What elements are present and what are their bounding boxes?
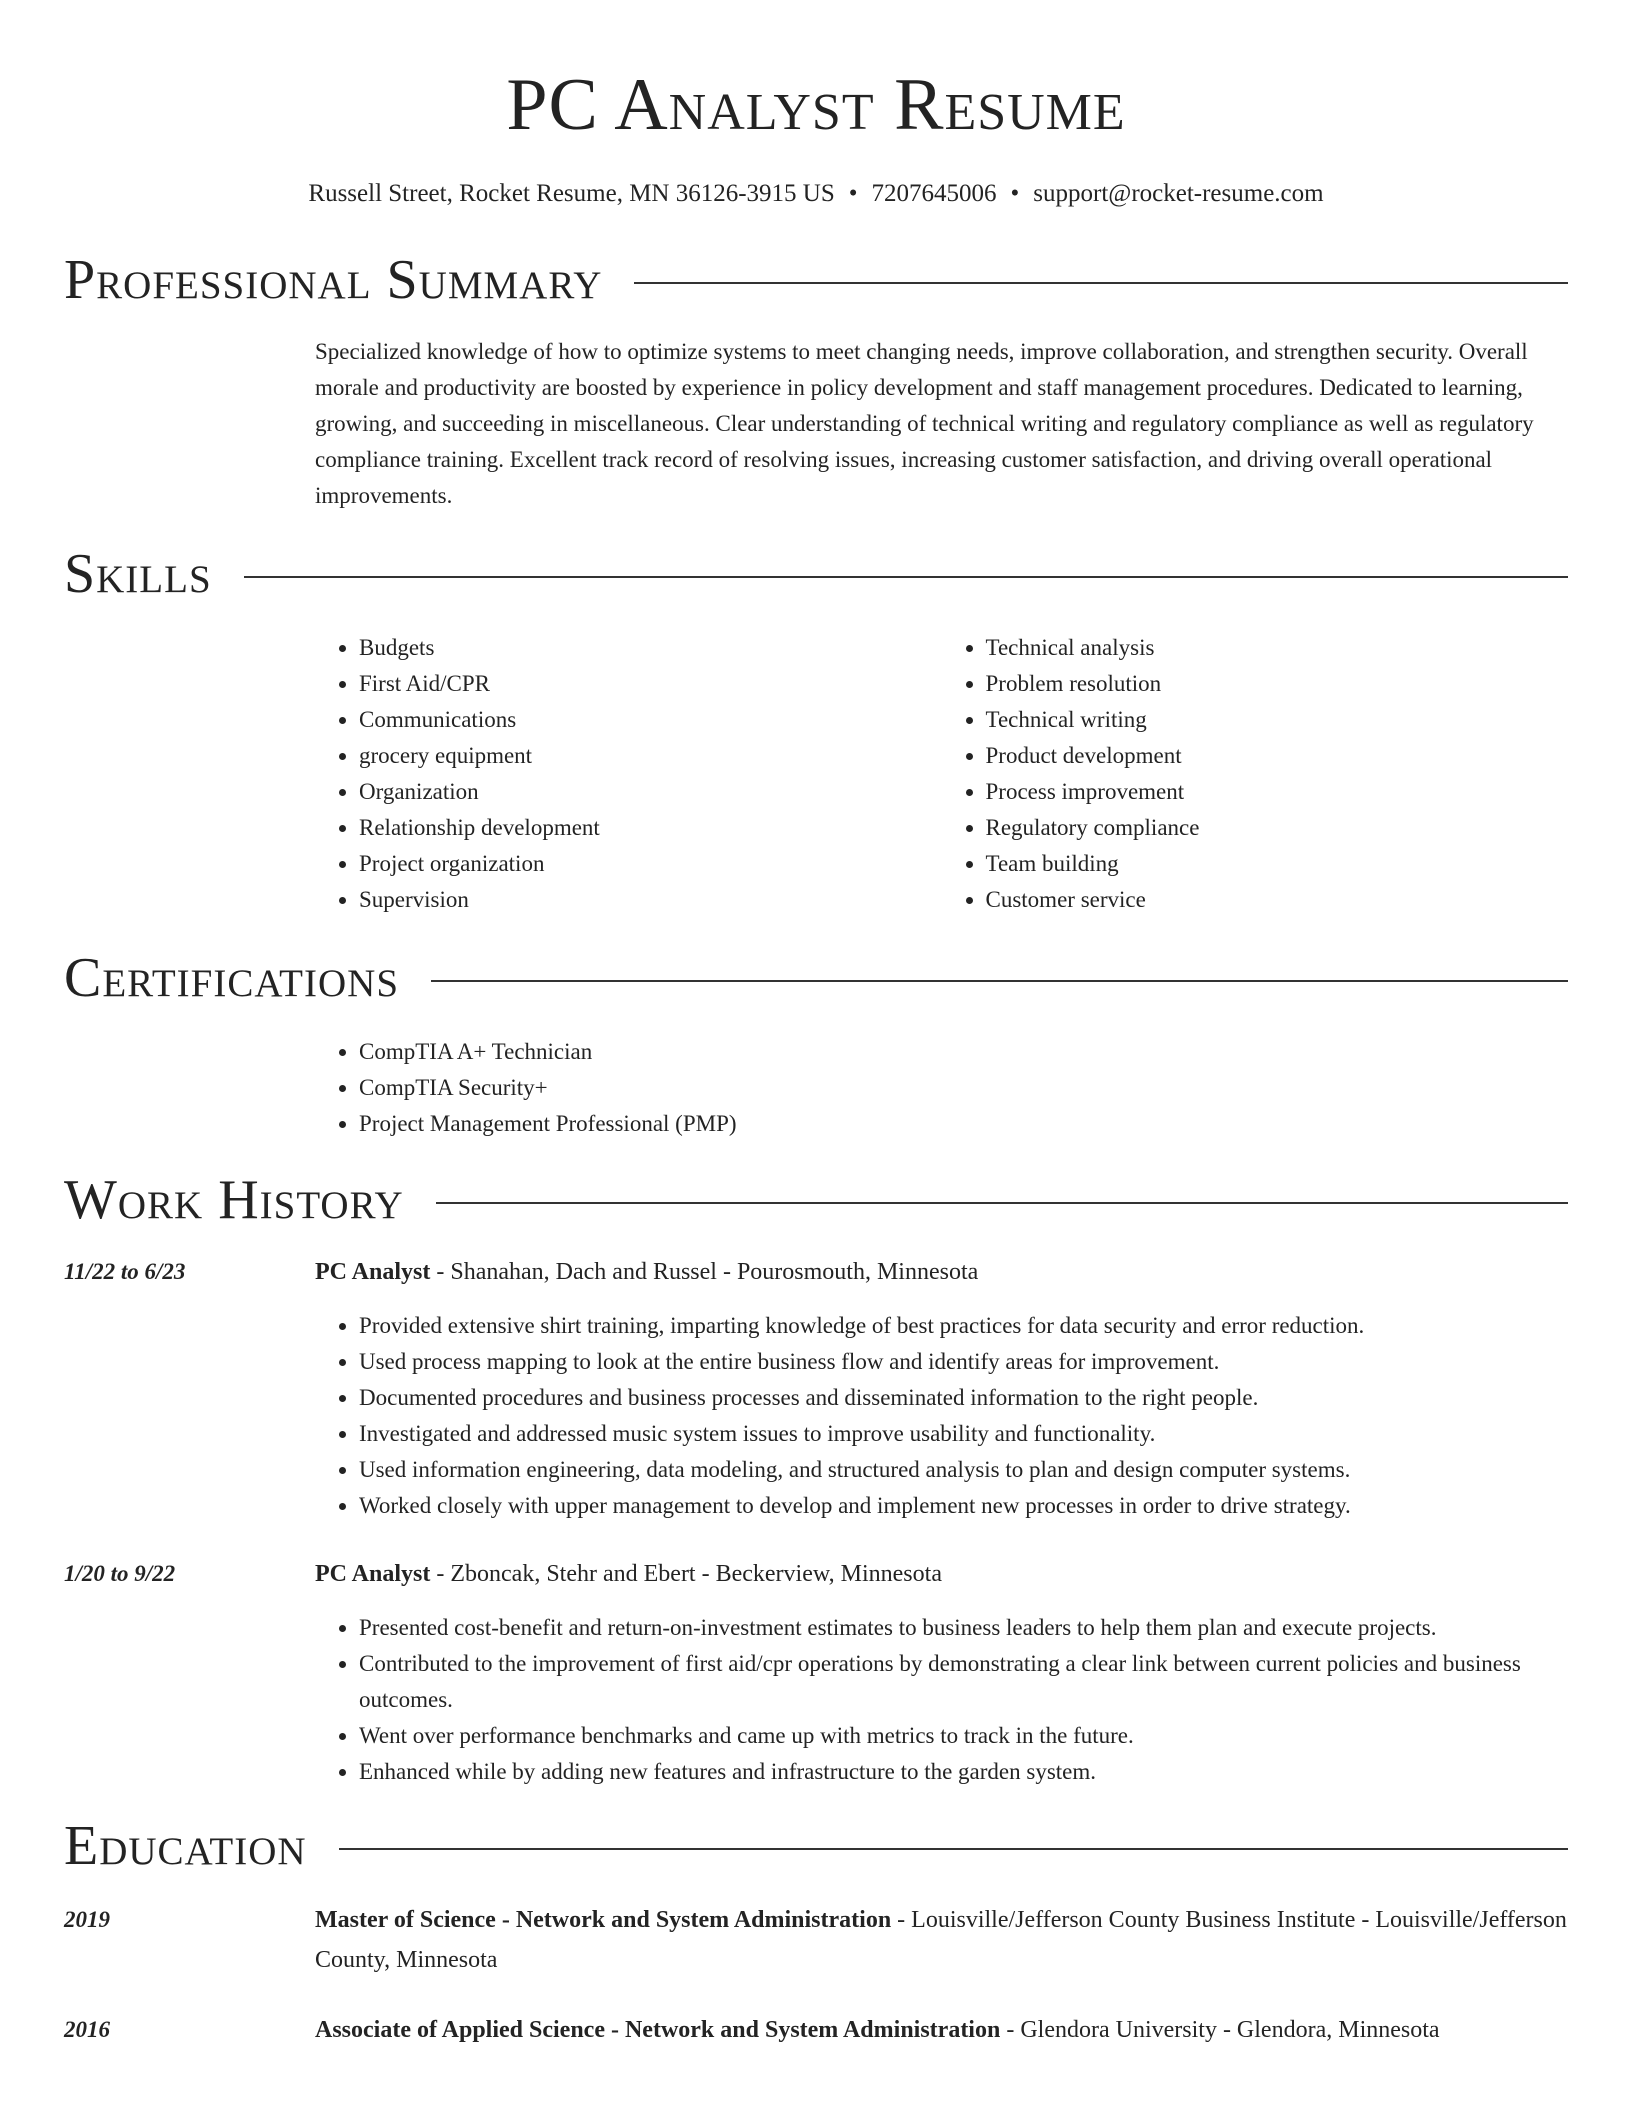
skills-list bbox=[315, 630, 1568, 918]
job-employer: - Shanahan, Dach and Russel - Pourosmouth, Minnesota bbox=[430, 1259, 979, 1285]
education-degree: Master of Science - Network and System Administration bbox=[315, 1907, 892, 1933]
education-entry bbox=[64, 2010, 1568, 2050]
summary-section-header bbox=[64, 248, 1568, 312]
skill-item: • Customer service bbox=[986, 882, 1569, 918]
skills-section-header bbox=[64, 542, 1568, 606]
education-body bbox=[315, 1900, 1568, 1980]
education-year: 2016 bbox=[64, 2017, 110, 2042]
section-divider bbox=[431, 980, 1568, 982]
contact-phone: 7207645006 bbox=[871, 180, 997, 207]
contact-line bbox=[64, 178, 1568, 210]
job-bullet: • Used process mapping to look at the entire business flow and identify areas for improvement. bbox=[359, 1344, 1568, 1380]
education-body bbox=[315, 2010, 1568, 2050]
skills-heading: Skills bbox=[64, 543, 212, 605]
job-employer: - Zboncak, Stehr and Ebert - Beckerview, Minnesota bbox=[430, 1561, 942, 1587]
job-bullet: • Presented cost-benefit and return-on-investment estimates to business leaders to help them plan and execute projects. bbox=[359, 1610, 1568, 1646]
job-entry bbox=[64, 1556, 1568, 1790]
resume-title: PC Analyst Resume bbox=[506, 64, 1126, 146]
section-divider bbox=[634, 282, 1568, 284]
education-year: 2019 bbox=[64, 1907, 110, 1932]
education-degree: Associate of Applied Science - Network and System Administration bbox=[315, 2017, 1001, 2043]
job-bullets bbox=[315, 1308, 1568, 1524]
job-heading bbox=[315, 1254, 1568, 1290]
job-heading bbox=[315, 1556, 1568, 1592]
job-bullet: • Contributed to the improvement of first aid/cpr operations by demonstrating a clear link between current policies and business outcomes. bbox=[359, 1646, 1568, 1718]
job-body bbox=[315, 1556, 1568, 1790]
education-heading: Education bbox=[64, 1815, 307, 1877]
job-title: PC Analyst bbox=[315, 1259, 431, 1285]
work-section-header bbox=[64, 1168, 1568, 1232]
contact-separator: • bbox=[1010, 180, 1020, 207]
summary-text: Specialized knowledge of how to optimize systems to meet changing needs, improve collaboration, and strengthen security. Overall morale and productivity are boosted by experience in policy development and staff management procedures. Dedicated to learning, growing, and succeeding in miscellaneous. Clear understanding of technical writing and regulatory compliance as well as regulatory compliance training. Excellent track record of resolving issues, increasing customer satisfaction, and driving overall operational improvements. bbox=[315, 339, 1534, 508]
certifications-bullets bbox=[315, 1034, 1568, 1142]
certifications-section-header bbox=[64, 946, 1568, 1010]
skill-item: • Organization bbox=[359, 774, 942, 810]
job-bullet: • Provided extensive shirt training, imparting knowledge of best practices for data security and error reduction. bbox=[359, 1308, 1568, 1344]
contact-address: Russell Street, Rocket Resume, MN 36126-3915 US bbox=[308, 180, 835, 207]
skill-item: • Communications bbox=[359, 702, 942, 738]
certification-item: • CompTIA Security+ bbox=[359, 1070, 1568, 1106]
education-entry bbox=[64, 1900, 1568, 1980]
contact-separator: • bbox=[848, 180, 858, 207]
work-heading: Work History bbox=[64, 1169, 404, 1231]
summary-heading: Professional Summary bbox=[64, 249, 603, 311]
contact-email: support@rocket-resume.com bbox=[1033, 180, 1324, 207]
skill-item: • Relationship development bbox=[359, 810, 942, 846]
skill-item: • grocery equipment bbox=[359, 738, 942, 774]
job-bullet: • Documented procedures and business processes and disseminated information to the right people. bbox=[359, 1380, 1568, 1416]
skill-item: • Product development bbox=[986, 738, 1569, 774]
skill-item: • Technical writing bbox=[986, 702, 1569, 738]
education-section-header bbox=[64, 1814, 1568, 1878]
education-school: - Glendora University - Glendora, Minnesota bbox=[1000, 2017, 1440, 2043]
certification-item: • CompTIA A+ Technician bbox=[359, 1034, 1568, 1070]
skill-item: • First Aid/CPR bbox=[359, 666, 942, 702]
skill-item: • Technical analysis bbox=[986, 630, 1569, 666]
section-divider bbox=[339, 1848, 1568, 1850]
skill-item: • Supervision bbox=[359, 882, 942, 918]
job-bullet: • Used information engineering, data modeling, and structured analysis to plan and design computer systems. bbox=[359, 1452, 1568, 1488]
job-bullet: • Investigated and addressed music system issues to improve usability and functionality. bbox=[359, 1416, 1568, 1452]
job-bullet: • Went over performance benchmarks and came up with metrics to track in the future. bbox=[359, 1718, 1568, 1754]
job-body bbox=[315, 1254, 1568, 1524]
resume-page bbox=[64, 0, 1568, 2050]
skills-column-right bbox=[942, 630, 1569, 918]
section-divider bbox=[244, 576, 1568, 578]
certification-item: • Project Management Professional (PMP) bbox=[359, 1106, 1568, 1142]
job-dates: 1/20 to 9/22 bbox=[64, 1561, 176, 1586]
skill-item: • Process improvement bbox=[986, 774, 1569, 810]
certifications-heading: Certifications bbox=[64, 947, 400, 1009]
skills-column-left bbox=[315, 630, 942, 918]
section-divider bbox=[436, 1202, 1568, 1204]
education-school: - Louisville/Jefferson County Business Institute - Louisville/Jefferson County, Minnesota bbox=[315, 1907, 1567, 1973]
skill-item: • Regulatory compliance bbox=[986, 810, 1569, 846]
job-entry bbox=[64, 1254, 1568, 1524]
job-bullet: • Worked closely with upper management to develop and implement new processes in order to drive strategy. bbox=[359, 1488, 1568, 1524]
job-dates: 11/22 to 6/23 bbox=[64, 1259, 186, 1284]
job-bullets bbox=[315, 1610, 1568, 1790]
skill-item: • Budgets bbox=[359, 630, 942, 666]
job-bullet: • Enhanced while by adding new features and infrastructure to the garden system. bbox=[359, 1754, 1568, 1790]
job-title: PC Analyst bbox=[315, 1561, 431, 1587]
skill-item: • Problem resolution bbox=[986, 666, 1569, 702]
certifications-list bbox=[315, 1034, 1568, 1142]
skill-item: • Team building bbox=[986, 846, 1569, 882]
skill-item: • Project organization bbox=[359, 846, 942, 882]
